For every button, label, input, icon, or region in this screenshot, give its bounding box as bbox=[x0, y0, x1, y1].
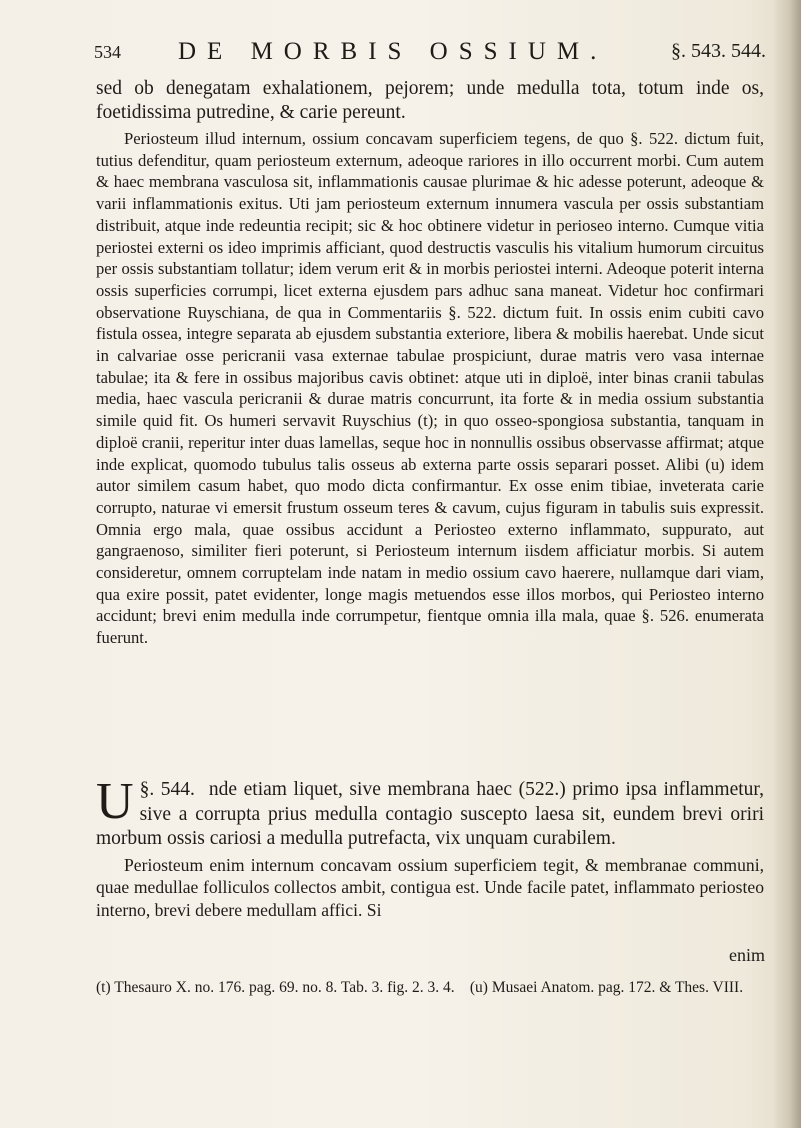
paragraph-continuation bbox=[96, 77, 764, 125]
section-544-text bbox=[96, 773, 764, 852]
section-number: §. 544. bbox=[139, 779, 195, 800]
running-title: DE MORBIS OSSIUM. bbox=[178, 38, 608, 65]
running-header bbox=[94, 34, 766, 68]
paragraph-text: Periosteum illud internum, ossium concavam superficiem tegens, de quo §. 522. dictum fuit, tutius defenditur, quam periosteum externum, adeoque rariores in illo occurrent morbi. Cum autem & haec membrana vasculosa sit, inflammationis causae plurimae & hic adesse poterunt, adeoque & varii inflammationis exitus. Uti jam periosteum externum innumera vascula per ossis substantiam distribuit, atque inde redeuntia recipit; sic & hoc obtinere videtur in perioseo interno. Cumque vitia periostei externi os ideo imprimis afficiant, quod destructis vasculis his vitalium humorum circuitus per ossis substantiam tollatur; idem verum erit & in morbis periostei interni. Adeoque poterit interna ossis superficies corrumpi, licet externa ejusdem pars adhuc sana maneat. Videtur hoc confirmari observatione Ruyschiana, de qua in Commentariis §. 522. dictum fuit. In ossis enim cubiti cavo fistula ossea, integre separata ab ejusdem substantia exteriore, libera & mobilis haerebat. Unde sicut in calvariae osse pericranii vasa externae tabulae prospiciunt, durae matris vero vasa internae tabulae; ita & fere in ossibus majoribus cavis obtinet: atque uti in diploë, inter binas cranii tabulas media, haec vascula pericranii & durae matris concurrunt, ita forte & in media ossium substantia simile quid fit. Os humeri servavit Ruyschius (t); in quo osseo-spongiosa substantia, tanquam in diploë cranii, reperitur inter duas lamellas, seque hoc in nonnullis ossibus observasse affirmat; atque inde explicat, quomodo tubulus talis osseus ab externa parte ossis separari posset. Alibi (u) idem autor similem casum habet, quo modo dicta confirmantur. Ex osse enim tibiae, inveterata carie corrupto, naturae vi emersit frustum osseum teres & cavum, cujus figuram in tabulis suis expressit. Omnia ergo mala, quae ossibus accidunt a Periosteo externo inflammato, suppurato, aut gangraenoso, similiter fieri poterunt, si Periosteum internum iisdem afficiatur morbis. Si autem consideretur, omnem corruptelam inde natam in medio ossium cavo haerere, nullamque dari viam, qua exire possit, patet evidenter, longe magis metuendos esse illos morbos, qui Periosteo interno accidunt; brevi enim medulla inde corrumpetur, fientque omnia illa mala, quae §. 526. enumerata fuerunt. bbox=[96, 129, 764, 648]
page-edge-shadow bbox=[773, 0, 801, 1128]
section-reference: §. 543. 544. bbox=[671, 40, 766, 62]
paragraph-periosteum-internum bbox=[96, 128, 764, 649]
page-number: 534 bbox=[94, 42, 121, 62]
paragraph-text: sed ob denegatam exhalationem, pejorem; unde medulla tota, totum inde os, foetidissima putredine, & carie pereunt. bbox=[96, 78, 764, 123]
drop-cap-initial: U bbox=[96, 773, 134, 830]
paragraph-text: Periosteum enim internum concavam ossium superficiem tegit, & membranae communi, quae medullae folliculos collectos ambit, contigua est. Unde facile patet, inflammato periosteo interno, brevi debere medullam affici. Si bbox=[96, 855, 764, 920]
footnote-u: (u) Musaei Anatom. pag. 172. & Thes. VIII. bbox=[469, 979, 744, 996]
catchword: enim bbox=[729, 945, 765, 965]
footnote-t: (t) Thesauro X. no. 176. pag. 69. no. 8. Tab. 3. fig. 2. 3. 4. bbox=[96, 979, 455, 996]
section-544 bbox=[96, 773, 764, 852]
section-body: nde etiam liquet, sive membrana haec (522.) primo ipsa inflammetur, sive a corrupta prius medulla contagio suscepto laesa sit, eundem brevi oriri morbum ossis cariosi a medulla putrefacta, vix unquam curabilem. bbox=[96, 779, 764, 849]
footnotes bbox=[96, 978, 768, 998]
paragraph-medulla bbox=[96, 854, 764, 921]
